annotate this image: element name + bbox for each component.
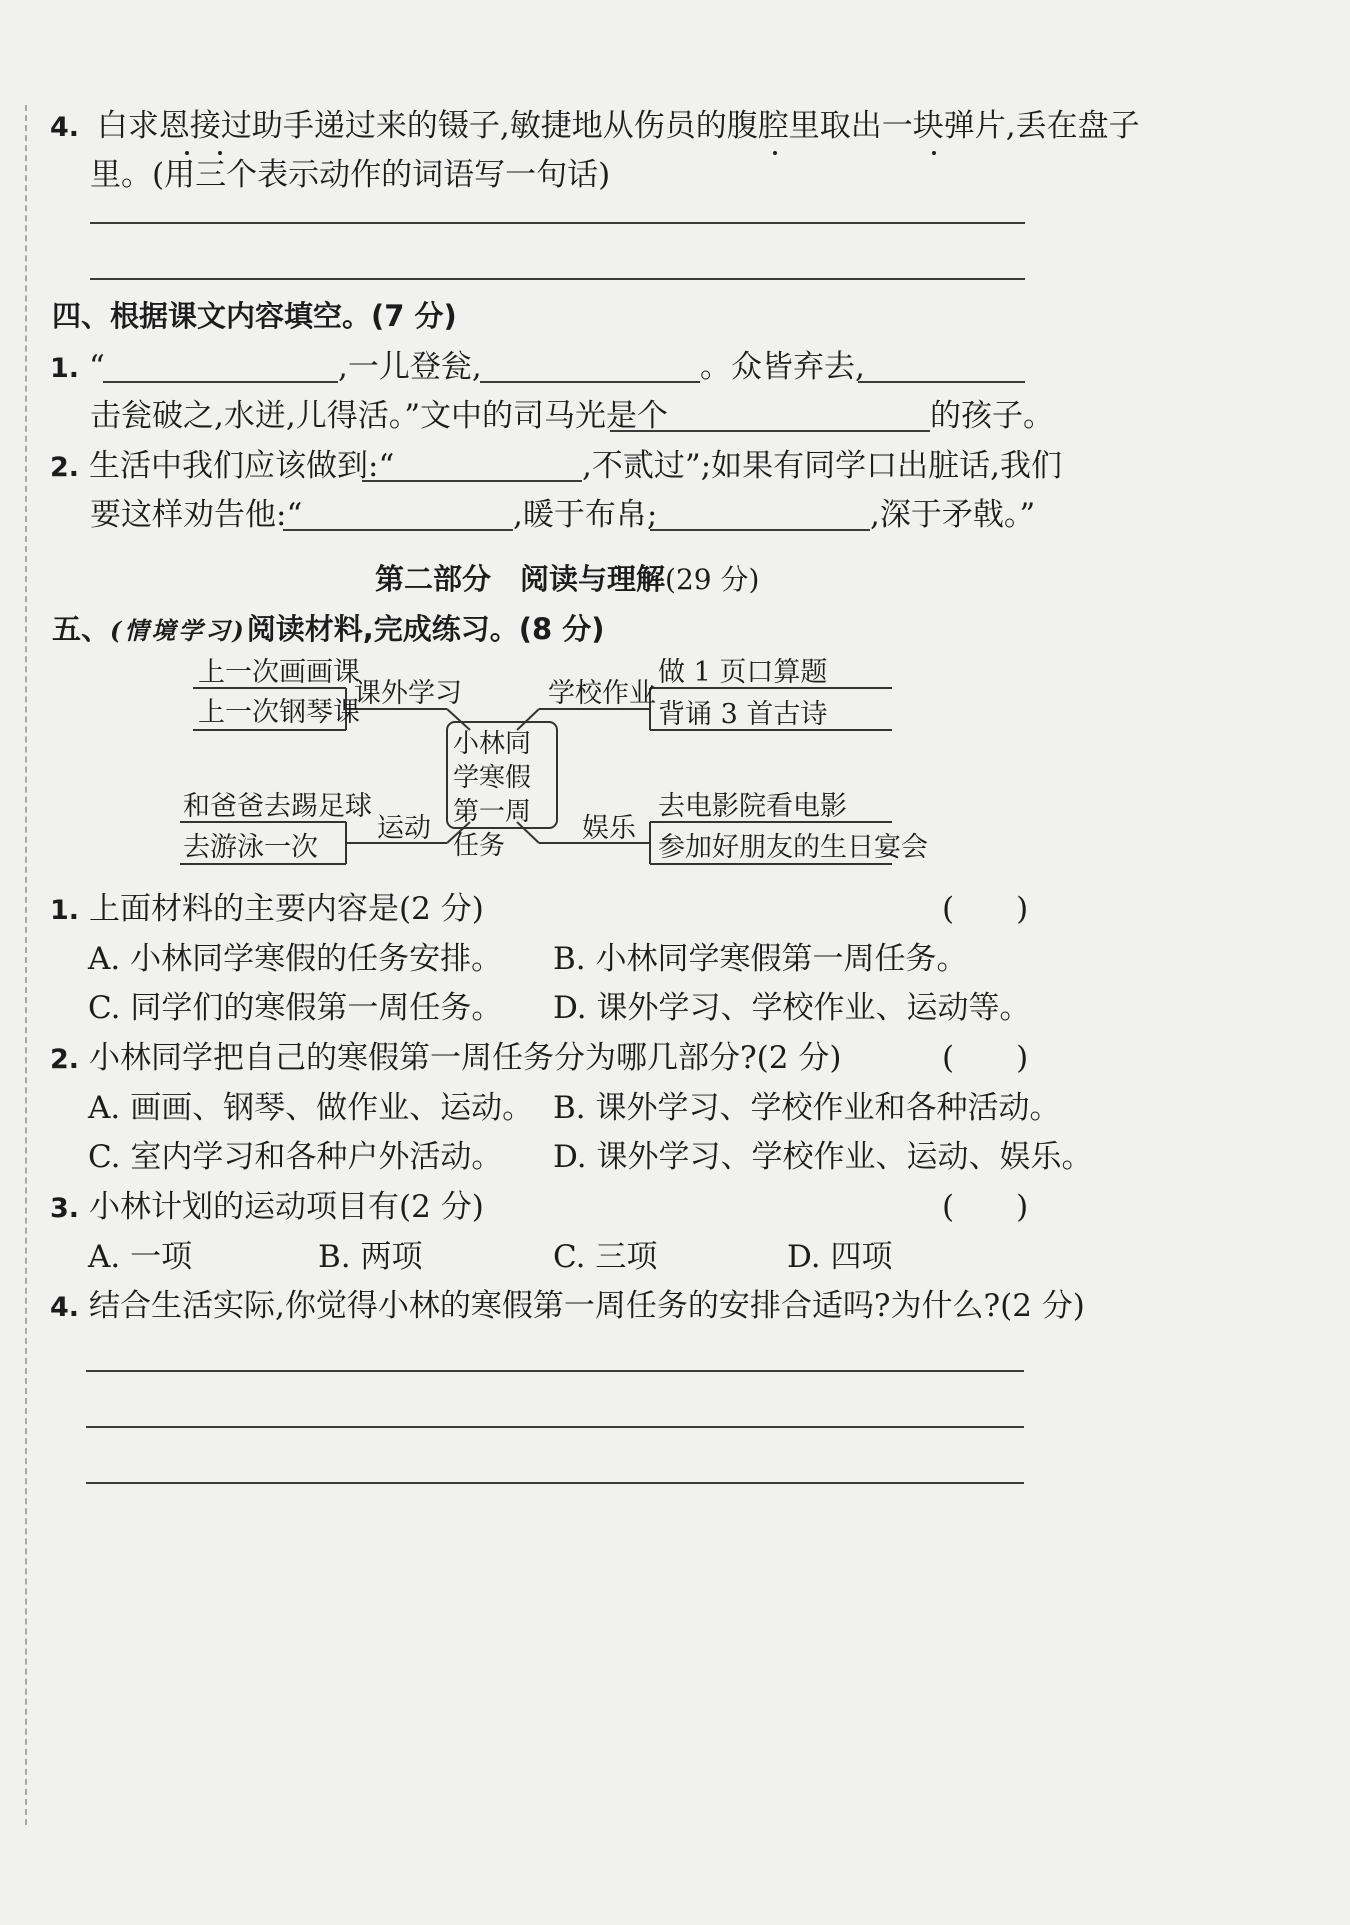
option-d[interactable]: D. 课外学习、学校作业、运动、娱乐。 — [553, 1139, 1093, 1175]
section-4-title: 四、根据课文内容填空。(7 分) — [52, 299, 457, 333]
mm-branch-tl: 课外学习 — [354, 678, 462, 709]
s4-q1-seg2: 。众皆弃去, — [700, 349, 865, 385]
question-text: 白求恩接过助手递过来的镊子,敏捷地从伤员的腹腔里取出一块弹片,丢在盘子 — [96, 108, 1140, 144]
s4-q2-seg5: ,深于矛戟。” — [870, 497, 1036, 533]
s5-q1: 1. 上面材料的主要内容是(2 分) — [50, 891, 484, 927]
option-c[interactable]: C. 同学们的寒假第一周任务。 — [88, 990, 503, 1026]
answer-parentheses[interactable]: ( ) — [942, 891, 1029, 927]
s4-q1-number: 1. “ — [50, 349, 105, 385]
answer-line[interactable] — [86, 1370, 1024, 1372]
answer-parentheses[interactable]: ( ) — [942, 1040, 1029, 1076]
mm-item-br-1: 去电影院看电影 — [658, 791, 847, 822]
mm-item-tr-2: 背诵 3 首古诗 — [658, 699, 828, 730]
question-number: 4. — [50, 112, 80, 143]
mm-item-tl-1: 上一次画画课 — [198, 657, 360, 688]
s5-q2: 2. 小林同学把自己的寒假第一周任务分为哪几部分?(2 分) — [50, 1040, 842, 1076]
option-b[interactable]: B. 课外学习、学校作业和各种活动。 — [553, 1090, 1061, 1126]
option-a[interactable]: A. 一项 — [88, 1239, 193, 1275]
mm-item-bl-2: 去游泳一次 — [183, 832, 318, 863]
mm-item-bl-1: 和爸爸去踢足球 — [183, 791, 372, 822]
s4-q1-seg4: 的孩子。 — [930, 398, 1054, 434]
mm-branch-tr: 学校作业 — [548, 678, 656, 709]
answer-parentheses[interactable]: ( ) — [942, 1189, 1029, 1225]
option-b[interactable]: B. 两项 — [318, 1239, 423, 1275]
option-c[interactable]: C. 室内学习和各种户外活动。 — [88, 1139, 503, 1175]
option-a[interactable]: A. 画画、钢琴、做作业、运动。 — [88, 1090, 534, 1126]
mm-item-tr-1: 做 1 页口算题 — [658, 657, 828, 688]
s4-q1-seg3: 击瓮破之,水迸,儿得活。”文中的司马光是个 — [90, 398, 669, 434]
option-a[interactable]: A. 小林同学寒假的任务安排。 — [88, 941, 503, 977]
q4-line2: 里。(用三个表示动作的词语写一句话) — [90, 157, 611, 193]
s4-q1-seg1: ,一儿登瓮, — [338, 349, 482, 385]
s4-q2-seg4: ,暖于布帛; — [513, 497, 658, 533]
s5-q3: 3. 小林计划的运动项目有(2 分) — [50, 1189, 484, 1225]
s4-q2-seg2: ,不贰过”;如果有同学口出脏话,我们 — [582, 448, 1062, 484]
mind-map-center: 小林同学寒假第一周任务 — [453, 729, 532, 861]
s4-q2-line1: 2. 生活中我们应该做到:“ — [50, 448, 395, 484]
option-d[interactable]: D. 四项 — [787, 1239, 893, 1275]
mm-item-tl-2: 上一次钢琴课 — [198, 697, 360, 728]
option-b[interactable]: B. 小林同学寒假第一周任务。 — [553, 941, 968, 977]
mm-branch-br: 娱乐 — [582, 813, 636, 844]
option-d[interactable]: D. 课外学习、学校作业、运动等。 — [553, 990, 1031, 1026]
mm-branch-bl: 运动 — [377, 813, 431, 844]
mm-item-br-2: 参加好朋友的生日宴会 — [658, 832, 928, 863]
s5-q4: 4. 结合生活实际,你觉得小林的寒假第一周任务的安排合适吗?为什么?(2 分) — [50, 1288, 1085, 1324]
part-2-heading: 第二部分 阅读与理解(29 分) — [375, 562, 760, 596]
answer-line[interactable] — [86, 1482, 1024, 1484]
answer-line[interactable] — [86, 1426, 1024, 1428]
section-5-title: 五、(情境学习)阅读材料,完成练习。(8 分) — [52, 612, 605, 646]
s4-q2-seg3: 要这样劝告他:“ — [90, 497, 303, 533]
option-c[interactable]: C. 三项 — [553, 1239, 658, 1275]
